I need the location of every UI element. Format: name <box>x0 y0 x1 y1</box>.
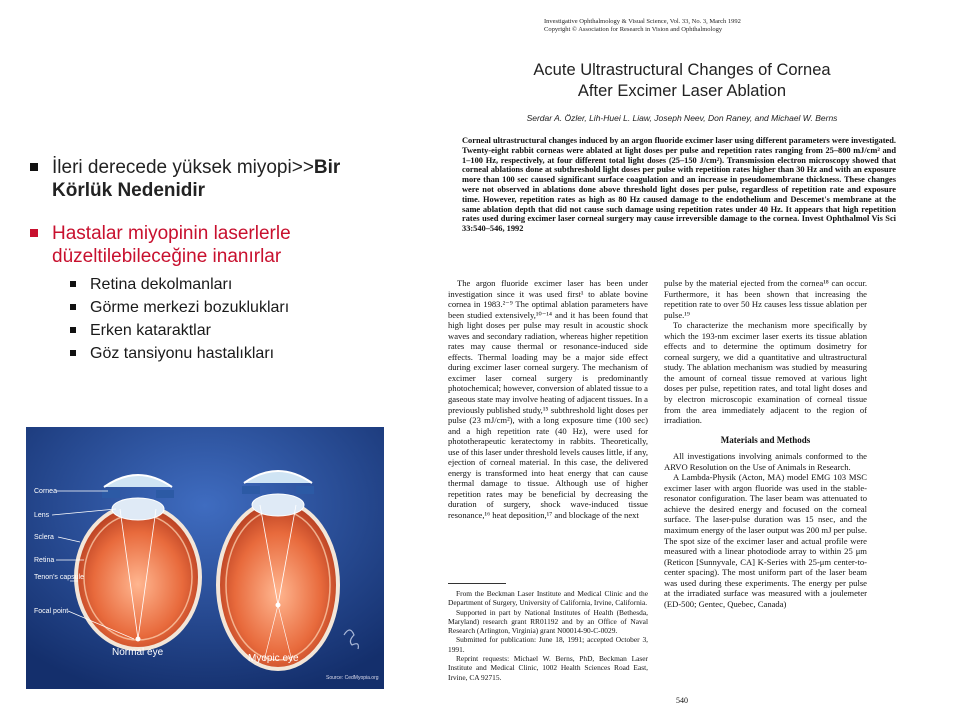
body-paragraph: A Lambda-Physik (Acton, MA) model EMG 103 MSC excimer laser with argon fluoride was used in the stable-resonator configuration. The laser beam was attenuated to achieve the desired energy and focused on the corneal surface. The laser-pulse duration was 15 nsec, and the maximum energy of the laser output was 200 mJ per pulse. The spot size of the excimer laser and actual profile were measured with a linear photodiode array to within 25 μm (Reticon [Sunnyvale, CA] K-Series with 25-μm center-to-center spacing). The most uniform part of the laser beam was used during these experiments. The energy per pulse at the irradiated surface was measured with a joulemeter (ED-500; Gentec, Quebec, Canada) <box>664 472 867 609</box>
journal-copyright: Copyright © Association for Research in Vision and Ophthalmology <box>544 26 723 33</box>
section-heading: Materials and Methods <box>720 434 811 445</box>
body-paragraph: pulse by the material ejected from the cornea¹⁸ can occur. Furthermore, it has been shown that increasing the repetition rate to over 50 Hz causes less tissue ablation per pulse.¹⁹ <box>664 278 867 320</box>
bullet-text: Hastalar miyopinin laserlerle düzeltilebileceğine inanırlar <box>52 223 291 267</box>
page-number: 540 <box>676 696 688 705</box>
text-column-left <box>448 278 648 521</box>
label-focal-point: Focal point <box>34 608 69 615</box>
eye-illustration <box>26 427 384 689</box>
label-tenons-capsule: Tenon's capsule <box>34 574 84 581</box>
sub-bullet-text: Göz tansiyonu hastalıkları <box>90 345 275 362</box>
sub-bullet-list <box>30 273 390 365</box>
label-cornea: Cornea <box>34 488 57 495</box>
footnote-paragraph: Reprint requests: Michael W. Berns, PhD, Beckman Laser Institute and Medical Clinic, 1002 Health Sciences Road East, Irvine, CA 92715. <box>448 654 648 682</box>
bullet-myopia-blindness <box>30 156 390 202</box>
square-bullet-icon <box>70 327 76 333</box>
body-paragraph: The argon fluoride excimer laser has been under investigation since it was used first¹ to ablate bovine cornea in 1983.²⁻⁹ The optimal ablation parameters have been studied extensively,¹⁰⁻¹⁴ and it has been found that high light doses per pulse may result in acoustic shock waves and secondary radiation, whereas higher repetition rates may cause thermal or resonance-induced side effects. Thermal loading may be a major side effect during excimer laser corneal surgery. The mechanism of excimer laser corneal surgery is predominantly photochemical; however, conversion of ablated tissue to a gaseous state may involve heating of adjacent tissues. In a previously published study,¹⁵ subthreshold light doses per pulse (23 mJ/cm²), with a long exposure time (100 sec) and a high repetition rate (40 Hz), were used for phototherapeutic keratectomy in rabbits. Theoretically, use of this laser under threshold levels causes little, if any, ejection of corneal material. In this case, the delivered energy is transformed into heat energy that can cause thermal damage to tissue. Although use of higher repetition rates may be beneficial by decreasing the duration of surgery, shock wave-induced tissue resonance,¹⁶ heat deposition,¹⁷ and blockage of the next <box>448 278 648 521</box>
footnote-paragraph: Submitted for publication: June 18, 1991; accepted October 3, 1991. <box>448 635 648 654</box>
sub-bullet-item <box>70 319 390 342</box>
sub-bullet-item <box>70 273 390 296</box>
bullet-laser-belief <box>30 222 390 268</box>
footnote-divider <box>448 583 506 584</box>
sub-bullet-item <box>70 296 390 319</box>
caption-myopic-eye: Myopic eye <box>248 653 299 664</box>
sub-bullet-text: Erken kataraktlar <box>90 322 211 339</box>
label-retina: Retina <box>34 557 55 564</box>
article-title-line: After Excimer Laser Ablation <box>577 82 787 100</box>
bullet-list <box>30 156 390 365</box>
text-column-right <box>664 278 867 609</box>
square-bullet-icon <box>30 229 38 237</box>
sub-bullet-item <box>70 342 390 365</box>
label-sclera: Sclera <box>34 534 54 541</box>
sub-bullet-text: Retina dekolmanları <box>90 276 233 293</box>
square-bullet-icon <box>70 304 76 310</box>
square-bullet-icon <box>70 281 76 287</box>
square-bullet-icon <box>30 163 38 171</box>
figure-source-credit: Source: CedMyopia.org <box>326 675 379 681</box>
article-authors: Serdar A. Özler, Lih-Huei L. Liaw, Joseph Neev, Don Raney, and Michael W. Berns <box>526 113 838 123</box>
article-title-line: Acute Ultrastructural Changes of Cornea <box>533 61 831 79</box>
eye-illustration-graphic <box>26 427 384 689</box>
label-lens: Lens <box>34 512 50 519</box>
footnote-paragraph: Supported in part by National Institutes of Health (Bethesda, Maryland) research grant RR01192 and by an Office of Naval Research (Arlington, Virginia) grant N00014-90-C-0029. <box>448 607 648 636</box>
journal-article-page <box>418 10 946 714</box>
footnote-block <box>448 589 648 682</box>
bullet-text: İleri derecede yüksek miyopi>> <box>52 157 314 178</box>
footnote-paragraph: From the Beckman Laser Institute and Medical Clinic and the Department of Surgery, University of California, Irvine, California. <box>448 589 648 608</box>
bullet-emphasis: Bir Körlük Nedenidir <box>52 157 341 201</box>
caption-normal-eye: Normal eye <box>112 647 164 658</box>
journal-header <box>544 18 741 34</box>
article-title <box>418 60 946 102</box>
square-bullet-icon <box>70 350 76 356</box>
body-paragraph: All investigations involving animals conformed to the ARVO Resolution on the Use of Animals in Research. <box>664 451 867 472</box>
sub-bullet-text: Görme merkezi bozuklukları <box>90 299 290 316</box>
journal-citation: Investigative Ophthalmology & Visual Science, Vol. 33, No. 3, March 1992 <box>544 18 741 25</box>
body-paragraph: To characterize the mechanism more specifically by which the 193-nm excimer laser exerts its tissue ablation effects and to determine the optimum dosimetry for corneal surgery, we did a quantitative and ultrastructural study. The ablation mechanism was studied by measuring the amount of corneal tissue removed at various light doses per pulse, repetition rates, and total light doses and by electron microscopic examination of corneal tissue from the area immediately adjacent to the region of irradiation. <box>664 320 867 426</box>
article-abstract: Corneal ultrastructural changes induced by an argon fluoride excimer laser using different parameters were investigated. Twenty-eight rabbit corneas were ablated at light doses per pulse and repetition rates ranging from 25–800 mJ/cm² and 1–100 Hz, respectively, at four different total light doses (25–150 J/cm²). Transmission electron microscopy showed that corneal ablations done at subthreshold light doses per pulse with repetition rates higher than 30 Hz and with an exposure more than 100 sec caused significant surface coagulation and an increase in pseudomembrane thickness. These changes were not observed in ablations done above threshold light doses per pulse, regardless of repetition rate and exposure time. However, repetition rates as high as 80 Hz caused damage to the endothelium and Descemet's membrane at the same ablation depth that did not cause such damage using repetition rates under 40 Hz. It appears that high repetition rates used during excimer laser corneal surgery may cause irreversible damage to the cornea. Invest Ophthalmol Vis Sci 33:540–546, 1992 <box>462 136 896 234</box>
